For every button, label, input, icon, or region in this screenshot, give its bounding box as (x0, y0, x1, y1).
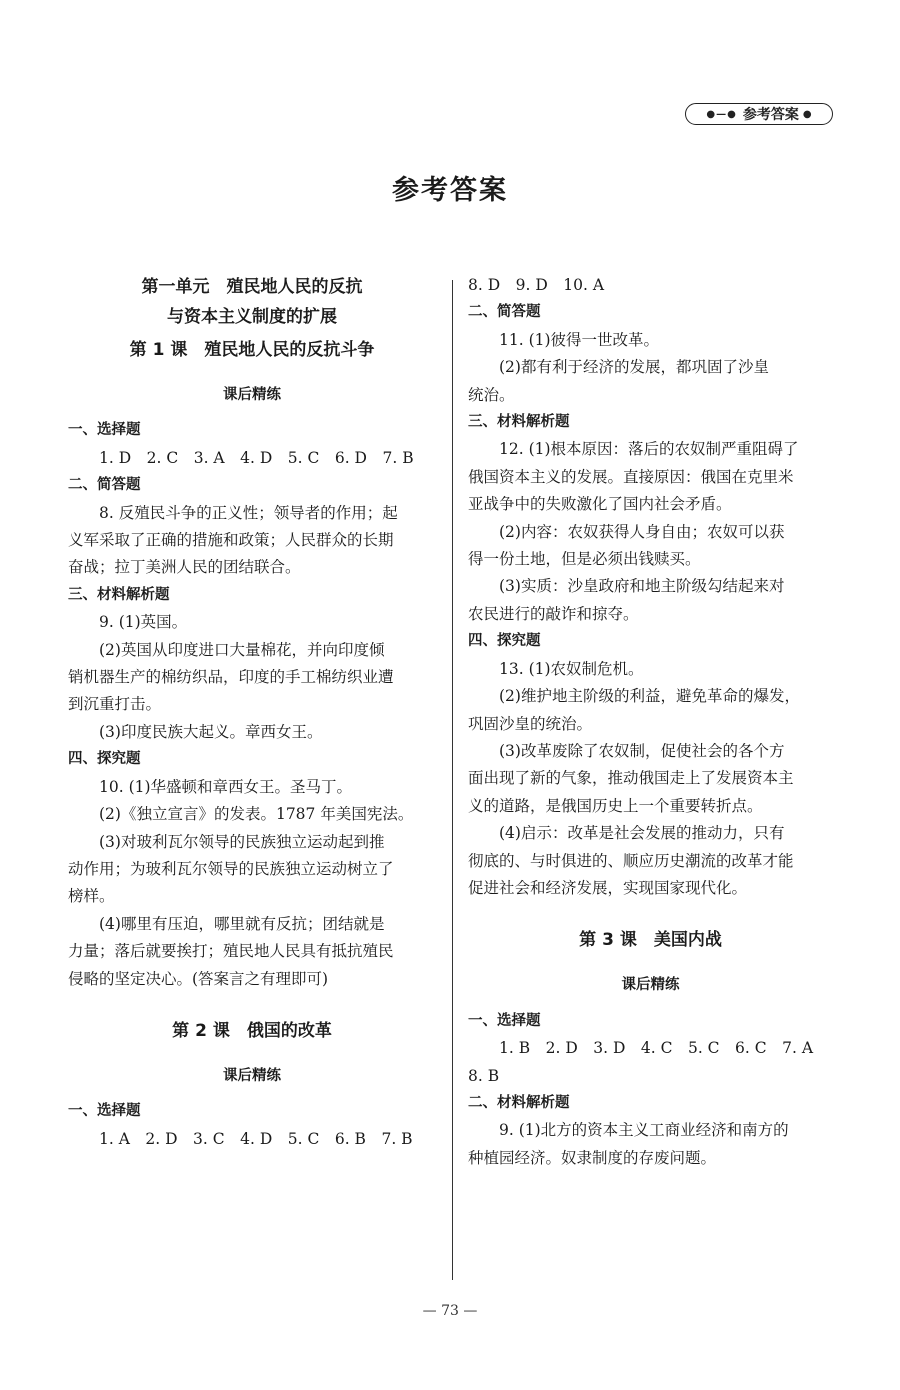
right-column (468, 272, 833, 1172)
answer-line: 1. B 2. D 3. D 4. C 5. C 6. C 7. A (499, 1039, 814, 1058)
unit-title: 第一单元 殖民地人民的反抗 (141, 277, 363, 297)
answer-line: (3)改革废除了农奴制，促使社会的各个方 (499, 741, 785, 760)
answer-line: 1. D 2. C 3. A 4. D 5. C 6. D 7. B (99, 448, 414, 467)
section-subheading: 课后精练 (621, 977, 680, 994)
answer-line: 12. (1)根本原因：落后的农奴制严重阻碍了 (499, 440, 799, 459)
answer-line: (4)哪里有压迫，哪里就有反抗；团结就是 (99, 914, 385, 933)
answer-line: 榜样。 (68, 887, 115, 906)
question-type-heading: 一、选择题 (468, 1012, 541, 1029)
question-type-heading: 一、选择题 (68, 1103, 141, 1120)
answer-line: (2)《独立宣言》的发表。1787 年美国宪法。 (99, 805, 414, 824)
answer-line: 9. (1)北方的资本主义工商业经济和南方的 (499, 1121, 789, 1140)
answer-line: (2)内容：农奴获得人身自由；农奴可以获 (499, 522, 785, 541)
answer-line: 10. (1)华盛顿和章西女王。圣马丁。 (99, 777, 353, 796)
answer-line: (3)实质：沙皇政府和地主阶级勾结起来对 (499, 577, 785, 596)
answer-line: 俄国资本主义的发展。直接原因：俄国在克里米 (468, 467, 794, 486)
answer-line: 8. B (468, 1066, 500, 1085)
answer-line: 11. (1)彼得一世改革。 (499, 330, 660, 349)
lesson-title: 第 3 课 美国内战 (579, 930, 722, 951)
answer-line: 种植园经济。奴隶制度的存废问题。 (468, 1148, 717, 1167)
answer-line: 到沉重打击。 (68, 695, 162, 714)
answer-line: (2)都有利于经济的发展，都巩固了沙皇 (499, 358, 769, 377)
section-subheading: 课后精练 (223, 1067, 281, 1084)
question-type-heading: 二、简答题 (68, 477, 141, 494)
column-divider (452, 280, 453, 1280)
answer-line: 促进社会和经济发展，实现国家现代化。 (468, 878, 748, 897)
answer-line: 侵略的坚定决心。(答案言之有理即可) (68, 969, 329, 988)
question-type-heading: 一、选择题 (68, 422, 141, 439)
question-type-heading: 四、探究题 (68, 751, 141, 768)
question-type-heading: 三、材料解析题 (468, 414, 570, 431)
answer-line: (3)印度民族大起义。章西女王。 (99, 722, 323, 741)
answer-line: 义军采取了正确的措施和政策；人民群众的长期 (68, 531, 394, 550)
answer-line: 1. A 2. D 3. C 4. D 5. C 6. B 7. B (99, 1129, 413, 1148)
answer-line: 8. D 9. D 10. A (468, 276, 605, 294)
question-type-heading: 三、材料解析题 (68, 586, 170, 603)
spacer (468, 902, 833, 922)
left-column (68, 272, 436, 1153)
answer-line: 8. 反殖民斗争的正义性；领导者的作用；起 (99, 503, 398, 522)
answer-line: 奋战；拉丁美洲人民的团结联合。 (68, 558, 301, 577)
spacer (68, 993, 436, 1013)
header-tag-label: 参考答案 (742, 107, 799, 123)
answer-line: 动作用；为玻利瓦尔领导的民族独立运动树立了 (68, 859, 394, 878)
answer-line: 得一份土地，但是必须出钱赎买。 (468, 550, 701, 569)
answer-line: 13. (1)农奴制危机。 (499, 659, 644, 678)
page-title: 参考答案 (392, 175, 508, 206)
answer-line: 巩固沙皇的统治。 (468, 714, 593, 733)
lesson-title: 第 1 课 殖民地人民的反抗斗争 (129, 340, 375, 360)
answer-line: 义的道路，是俄国历史上一个重要转折点。 (468, 796, 763, 815)
question-type-heading: 二、简答题 (468, 304, 541, 321)
dots-decoration-icon: ●—● (706, 108, 737, 120)
answer-line: 面出现了新的气象，推动俄国走上了发展资本主 (468, 769, 794, 788)
answer-line: 销机器生产的棉纺织品，印度的手工棉纺织业遭 (68, 668, 394, 687)
answer-line: 亚战争中的失败激化了国内社会矛盾。 (468, 495, 732, 514)
question-type-heading: 二、材料解析题 (468, 1094, 570, 1111)
answer-line: (2)维护地主阶级的利益，避免革命的爆发， (499, 687, 800, 706)
unit-title: 与资本主义制度的扩展 (167, 307, 337, 327)
lesson-title: 第 2 课 俄国的改革 (172, 1020, 332, 1041)
answer-line: 农民进行的敲诈和掠夺。 (468, 604, 639, 623)
header-tag (685, 103, 833, 125)
dot-decoration-icon: ● (802, 108, 812, 120)
answer-line: 力量；落后就要挨打；殖民地人民具有抵抗殖民 (68, 942, 394, 961)
answer-line: (3)对玻利瓦尔领导的民族独立运动起到推 (99, 832, 385, 851)
answer-line: (4)启示：改革是社会发展的推动力，只有 (499, 824, 785, 843)
section-subheading: 课后精练 (223, 387, 281, 403)
answer-line: 彻底的、与时俱进的、顺应历史潮流的改革才能 (468, 851, 794, 870)
page-number: — 73 — (422, 1303, 478, 1319)
answer-line: (2)英国从印度进口大量棉花，并向印度倾 (99, 640, 385, 659)
answer-line: 统治。 (468, 385, 515, 404)
question-type-heading: 四、探究题 (468, 633, 541, 650)
answer-line: 9. (1)英国。 (99, 613, 188, 632)
